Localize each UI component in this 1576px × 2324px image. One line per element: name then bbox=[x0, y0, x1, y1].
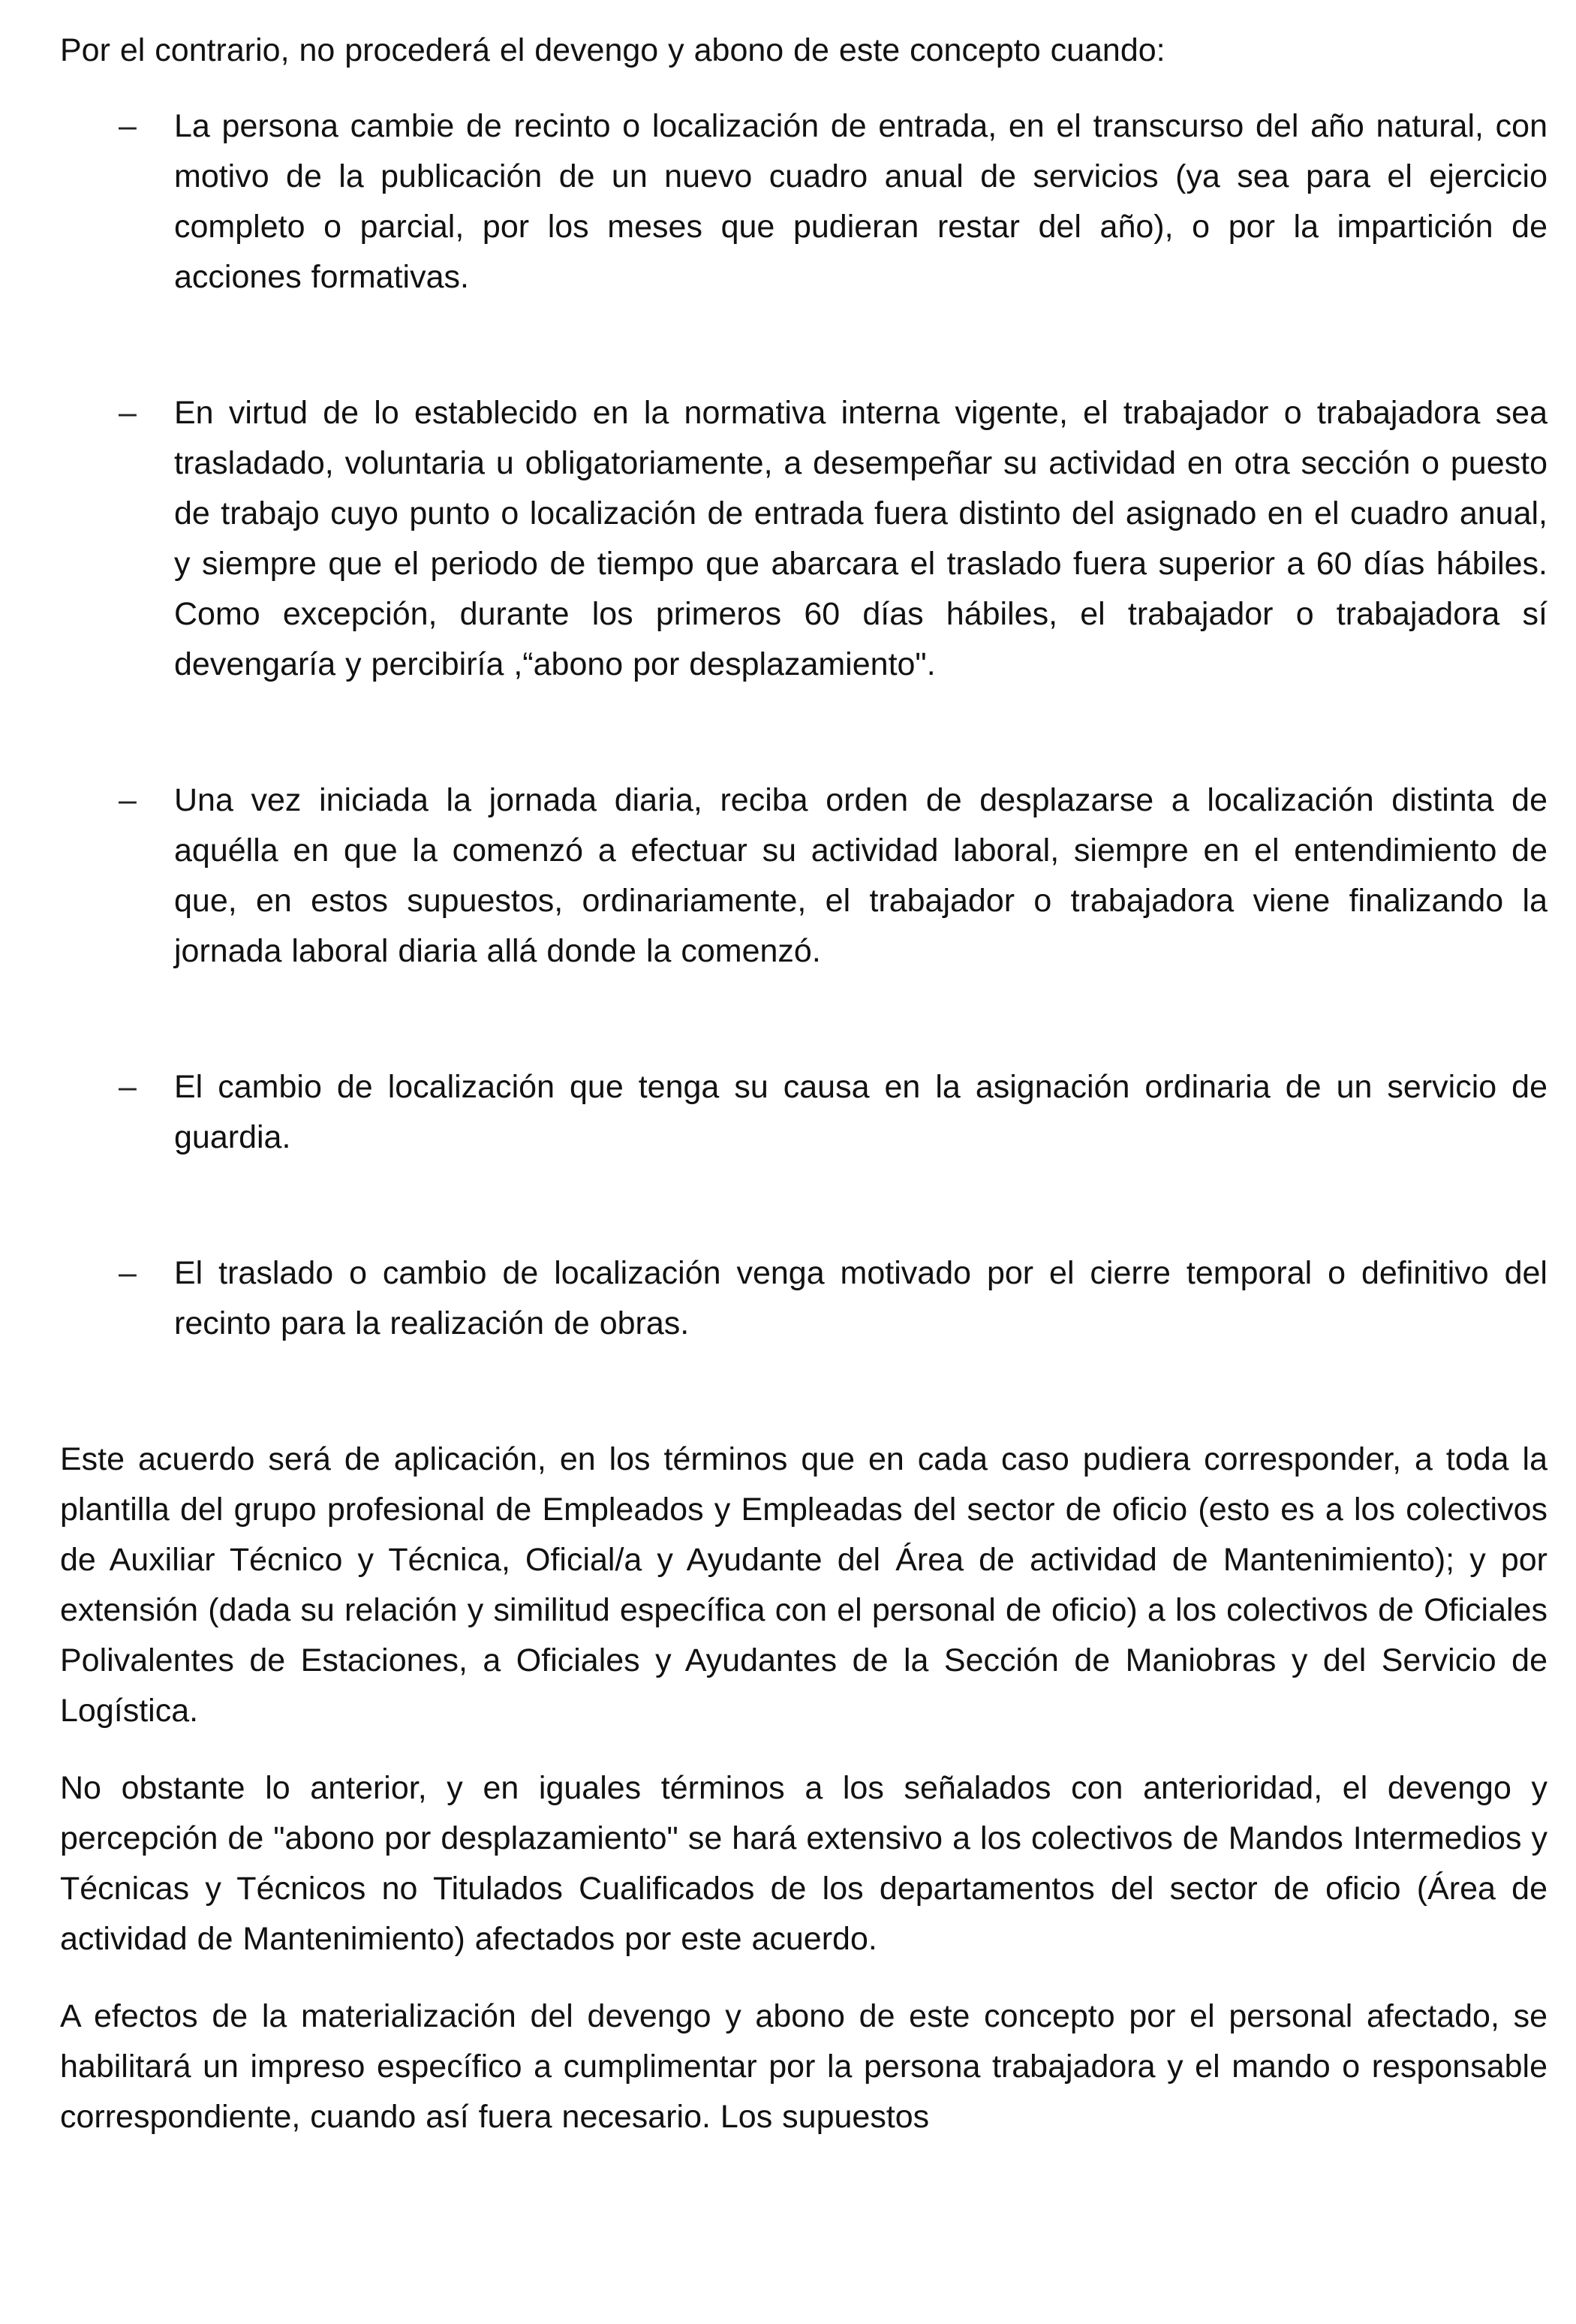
exclusion-list bbox=[60, 101, 1547, 1349]
extension-paragraph: No obstante lo anterior, y en iguales términos a los señalados con anterioridad, el devengo y percepción de "abono por desplazamiento" se hará extensivo a los colectivos de Mandos Intermedios y Técnicas y Técnicos no Titulados Cualificados de los departamentos del sector de oficio (Área de actividad de Mantenimiento) afectados por este acuerdo. bbox=[60, 1770, 1547, 1957]
list-item-text: El traslado o cambio de localización venga motivado por el cierre temporal o definitivo del recinto para la realización de obras. bbox=[174, 1255, 1547, 1341]
list-item bbox=[60, 775, 1547, 977]
list-item bbox=[60, 101, 1547, 303]
list-item bbox=[60, 1062, 1547, 1163]
scope-paragraph: Este acuerdo será de aplicación, en los términos que en cada caso pudiera corresponder, a toda la plantilla del grupo profesional de Empleados y Empleadas del sector de oficio (esto es a los colectivos de Auxiliar Técnico y Técnica, Oficial/a y Ayudante del Área de actividad de Mantenimiento); y por extensión (dada su relación y similitud específica con el personal de oficio) a los colectivos de Oficiales Polivalentes de Estaciones, a Oficiales y Ayudantes de la Sección de Maniobras y del Servicio de Logística. bbox=[60, 1441, 1547, 1729]
list-item-text: Una vez iniciada la jornada diaria, reciba orden de desplazarse a localización distinta de aquélla en que la comenzó a efectuar su actividad laboral, siempre en el entendimiento de que, en estos supuestos, ordinariamente, el trabajador o trabajadora viene finalizando la jornada laboral diaria allá donde la comenzó. bbox=[174, 782, 1547, 969]
dash-marker: – bbox=[119, 395, 137, 431]
list-item bbox=[60, 1248, 1547, 1349]
document-page bbox=[60, 26, 1547, 2169]
list-item-text: En virtud de lo establecido en la normativa interna vigente, el trabajador o trabajadora sea trasladado, voluntaria u obligatoriamente, a desempeñar su actividad en otra sección o puesto de trabajo cuyo punto o localización de entrada fuera distinto del asignado en el cuadro anual, y siempre que el periodo de tiempo que abarcara el traslado fuera superior a 60 días hábiles. Como excepción, durante los primeros 60 días hábiles, el trabajador o trabajadora sí devengaría y percibiría ,“abono por desplazamiento". bbox=[174, 395, 1547, 682]
list-item-text: El cambio de localización que tenga su causa en la asignación ordinaria de un servicio de guardia. bbox=[174, 1069, 1547, 1155]
dash-marker: – bbox=[119, 1069, 137, 1105]
dash-marker: – bbox=[119, 1255, 137, 1291]
dash-marker: – bbox=[119, 108, 137, 144]
list-item bbox=[60, 388, 1547, 690]
intro-paragraph: Por el contrario, no procederá el devengo y abono de este concepto cuando: bbox=[60, 32, 1165, 68]
dash-marker: – bbox=[119, 782, 137, 818]
procedure-paragraph: A efectos de la materialización del devengo y abono de este concepto por el personal afectado, se habilitará un impreso específico a cumplimentar por la persona trabajadora y el mando o responsable correspondiente, cuando así fuera necesario. Los supuestos bbox=[60, 1998, 1547, 2135]
list-item-text: La persona cambie de recinto o localización de entrada, en el transcurso del año natural, con motivo de la publicación de un nuevo cuadro anual de servicios (ya sea para el ejercicio completo o parcial, por los meses que pudieran restar del año), o por la impartición de acciones formativas. bbox=[174, 108, 1547, 295]
